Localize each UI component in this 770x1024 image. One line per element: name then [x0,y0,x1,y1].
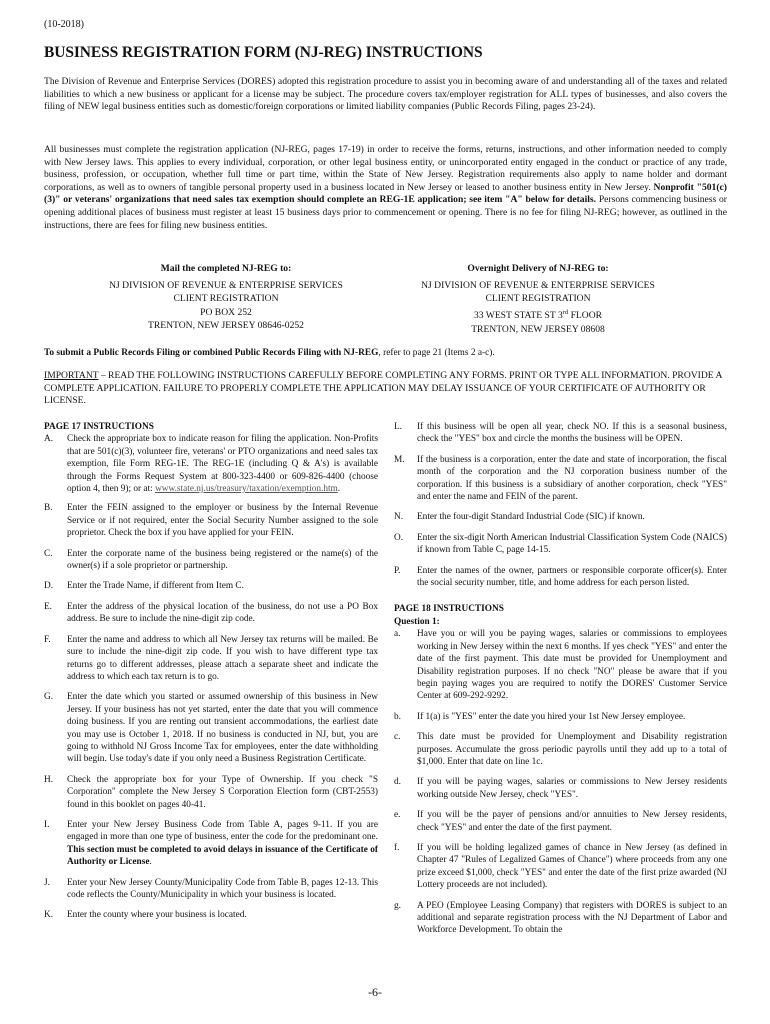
street-text: 33 WEST STATE ST 3 [473,309,563,321]
item-text: Enter the name and address to which all New Jersey tax returns will be mailed. Be sure to include the nine-digit zip code. If you wish to have different type tax returns go to different addresses, please attach a separate sheet and indicate the address to which each tax return is to go. [67,634,378,682]
public-records-note-rest: , refer to page 21 (Items 2 a-c). [378,348,495,358]
item-letter: g. [394,900,401,911]
question-item-f [394,842,727,892]
question-item-c [394,731,727,768]
item-letter: a. [394,629,401,640]
intro-p2-text-end: Persons commencing business or opening additional places of business must register at least 15 business days prior to commencement or opening. There is no fee for filing NJ-REG; however, as outlined in the instructions, there are fees for filing new business entities. [44,194,728,231]
question-item-g [394,900,727,937]
item-text: A PEO (Employee Leasing Company) that registers with DORES is subject to an additional and separate registration process with the NJ Department of Labor and Workforce Development. To obtain the [417,900,727,936]
important-label: IMPORTANT [44,370,99,381]
item-letter: P. [394,565,401,576]
instruction-item-l [394,421,727,446]
page-number: -6- [368,985,382,999]
instruction-item-k [44,909,378,921]
item-text: Enter the address of the physical location of the business, do not use a PO Box address. Be sure to include the nine-digit zip code. [67,601,378,625]
item-letter: d. [394,777,401,788]
item-a-end: . [337,484,341,495]
item-letter: C. [44,548,53,559]
mail-line: CLIENT REGISTRATION [173,293,279,305]
public-records-note [44,348,495,358]
item-letter: I. [44,819,50,830]
item-letter: E. [44,601,53,612]
item-letter: N. [394,512,404,523]
item-i-text: Enter your New Jersey Business Code from Table A, pages 9-11. If you are engaged in more than one type of business, enter the code for the predominant one. [67,819,378,843]
intro-paragraph-1: The Division of Revenue and Enterprise Services (DORES) adopted this registration procedure to assist you in becoming aware of and understanding all of the taxes and related liabilities to which a new business or applicant for a license may be subject. The procedure covers tax/employer registration for ALL types of businesses, and also covers the filing of NEW legal business entities such as domestic/foreign corporations or limited liability companies (Public Records Filing, pages 23-24). [44,76,727,113]
item-letter: J. [44,877,50,888]
instruction-item-h [44,774,378,811]
instruction-item-g [44,691,378,765]
item-text: Enter the FEIN assigned to the employer or business by the Internal Revenue Service or if not required, enter the Social Security Number assigned to the sole proprietor. Check the box if you have applied for your FEIN. [67,503,378,539]
instruction-item-c [44,548,378,573]
item-i-bold: This section must be completed to avoid delays in issuance of the Certificate of Authority or License [67,844,378,868]
nonprofit-notice: Nonprofit "501(c)(3)" or veterans' organizations that need sales tax exemption should complete an REG-1E application; see item "A" below for details. [44,181,727,206]
item-letter: M. [394,454,405,465]
item-letter: D. [44,581,54,592]
page-title: BUSINESS REGISTRATION FORM (NJ-REG) INSTRUCTIONS [44,44,483,61]
overnight-address-block [388,262,688,336]
item-letter: H. [44,774,54,785]
item-letter: b. [394,711,401,722]
instruction-item-b [44,502,378,539]
left-column [44,421,378,922]
item-text: Check the appropriate box for your Type of Ownership. If you check "S Corporation" complete the New Jersey S Corporation Election form (CBT-2553) found in this booklet on pages 40-41. [67,774,378,810]
item-text: Enter the four-digit Standard Industrial Code (SIC) if known. [417,512,645,523]
item-text: Enter the Trade Name, if different from Item C. [67,581,244,592]
item-letter: f. [394,842,400,853]
important-notice [44,370,727,408]
instruction-item-e [44,601,378,626]
item-text: If 1(a) is "YES" enter the date you hired your 1st New Jersey employee. [417,711,686,722]
overnight-heading: Overnight Delivery of NJ-REG to: [467,263,609,274]
item-letter: c. [394,732,401,743]
item-text: Have you or will you be paying wages, salaries or commissions to employees working in New Jersey within the next 6 months. If yes check "YES" and enter the date of the first payment. This date must be provided for Unemployment and Disability registration purposes. If no check "NO" please be aware that if you begin paying wages you are required to notify the DORES' Customer Service Center at 609-292-9292. [417,629,727,702]
item-i-end: . [149,857,152,868]
item-text: If you will be paying wages, salaries or commissions to New Jersey residents working outside New Jersey, check "YES". [417,777,727,800]
item-text: Enter your New Jersey County/Municipality Code from Table B, pages 12-13. This code reflects the County/Municipality in which your business is located. [67,877,378,900]
right-column [394,421,727,937]
page17-heading: PAGE 17 INSTRUCTIONS [44,422,154,432]
item-text: Enter the names of the owner, partners or responsible corporate officer(s). Enter the social security number, title, and home address for each person listed. [417,565,727,589]
item-letter: e. [394,810,401,821]
instruction-item-f [44,634,378,684]
intro-p2-text: All businesses must complete the registration application (NJ-REG, pages 17-19) in order to receive the forms, returns, instructions, and other information needed to comply with New Jersey laws. This applies to every individual, corporation, or other legal business entity, or unincorporated entity engaged in the conduct or practice of any trade, business, profession, or occupation, whether full time or part time, within the State of New Jersey. Registration requirements also apply to name holder and dormant corporations, as well as to owners of tangible personal property used in a business located in New Jersey or leased to another business entity in New Jersey. [44,144,727,193]
item-text: Enter the six-digit North American Industrial Classification System Code (NAICS) if known from Table C, page 14-15. [417,532,727,556]
mail-line: PO BOX 252 [200,306,252,318]
mail-address-block [76,262,376,333]
item-text: Enter the county where your business is located. [67,910,247,921]
item-letter: F. [44,634,51,645]
item-text: If this business will be open all year, check NO. If this is a seasonal business, check the "YES" box and circle the months the business will be OPEN. [417,422,727,445]
question-item-a [394,628,727,702]
instruction-item-o [394,532,727,557]
question-item-e [394,809,727,834]
floor-text: FLOOR [568,309,603,321]
instruction-item-p [394,565,727,590]
item-text: If you will be the payer of pensions and/or annuities to New Jersey residents, check "YES" and enter the date of the first payment. [417,810,727,833]
item-text [67,819,378,869]
exemption-link[interactable]: www.state.nj.us/treasury/taxation/exemption.htm [155,484,338,495]
overnight-line: NJ DIVISION OF REVENUE & ENTERPRISE SERVICES [421,279,655,291]
item-letter: O. [394,532,404,543]
overnight-line: CLIENT REGISTRATION [485,293,591,305]
item-letter: B. [44,503,53,514]
item-text: Enter the corporate name of the business being registered or the name(s) of the owner(s) if a sole proprietor or partnership. [67,548,378,572]
item-letter: G. [44,692,54,703]
item-a-text: Check the appropriate box to indicate reason for filing the application. Non-Profits that are 501(c)(3), volunteer fire, veterans' or PTO organizations and need sales tax exemption, file Form REG-1E. The REG-1E (including Q & A's) is available through the Forms Request System at 800-323-4400 or 609-826-4400 (choose option 4, then 9); or at: [67,434,378,495]
item-text: If you will be holding legalized games of chance in New Jersey (as defined in Chapter 47 "Rules of Legalized Games of Chance") where proceeds from any one prize exceed $1,000, check "YES" and enter the date of the first prize awarded (NJ Lottery proceeds are not included). [417,842,727,891]
mail-heading: Mail the completed NJ-REG to: [160,263,292,274]
overnight-line [388,306,688,323]
overnight-line: TRENTON, NEW JERSEY 08608 [471,323,605,335]
question-item-b [394,711,727,723]
instruction-item-d [44,580,378,592]
item-letter: A. [44,434,54,445]
public-records-note-bold: To submit a Public Records Filing or combined Public Records Filing with NJ-REG [44,348,379,358]
mail-line: NJ DIVISION OF REVENUE & ENTERPRISE SERVICES [109,279,343,291]
item-letter: K. [44,910,54,921]
ordinal-suffix: rd [562,308,569,316]
item-letter: L. [394,422,403,432]
mail-line: TRENTON, NEW JERSEY 08646-0252 [148,320,304,332]
intro-paragraph-2 [44,144,727,232]
instruction-item-n [394,511,727,523]
form-number: (10-2018) [44,19,84,30]
page18-heading: PAGE 18 INSTRUCTIONS [394,604,504,615]
instruction-item-a [44,433,378,495]
question-1-label: Question 1: [394,616,440,627]
instruction-item-j [44,877,378,902]
item-text: This date must be provided for Unemployment and Disability registration purposes. Accumulate the gross periodic payrolls until they add up to a total of $1,000. Enter that date on line 1c. [417,732,727,767]
instruction-item-i [44,819,378,869]
item-text: If the business is a corporation, enter the date and state of incorporation, the fiscal month of the corporation and the NJ corporation business number of the corporation. If this business is a subsidiary of another corporation, check "YES" and enter the name and FEIN of the parent. [417,454,727,503]
instruction-item-m [394,454,727,504]
question-item-d [394,776,727,801]
item-text [67,433,378,495]
item-text: Enter the date which you started or assumed ownership of this business in New Jersey. If your business has not yet started, enter the date that you will commence doing business. If you are renting out transient accommodations, the earliest date you may use is October 1, 2018. If no business is conducted in NJ, but, you are going to withhold NJ Gross Income Tax for employees, enter the date withholding will begin. Use today's date if you only need a Business Registration Certificate. [67,692,378,765]
important-text: – READ THE FOLLOWING INSTRUCTIONS CAREFULLY BEFORE COMPLETING ANY FORMS. PRINT OR TYPE ALL INFORMATION. PROVIDE A COMPLETE APPLICATION. FAILURE TO PROPERLY COMPLETE THE APPLICATION MAY DELAY ISSUANCE OF YOUR CERTIFICATE OF AUTHORITY OR LICENSE. [44,370,722,406]
